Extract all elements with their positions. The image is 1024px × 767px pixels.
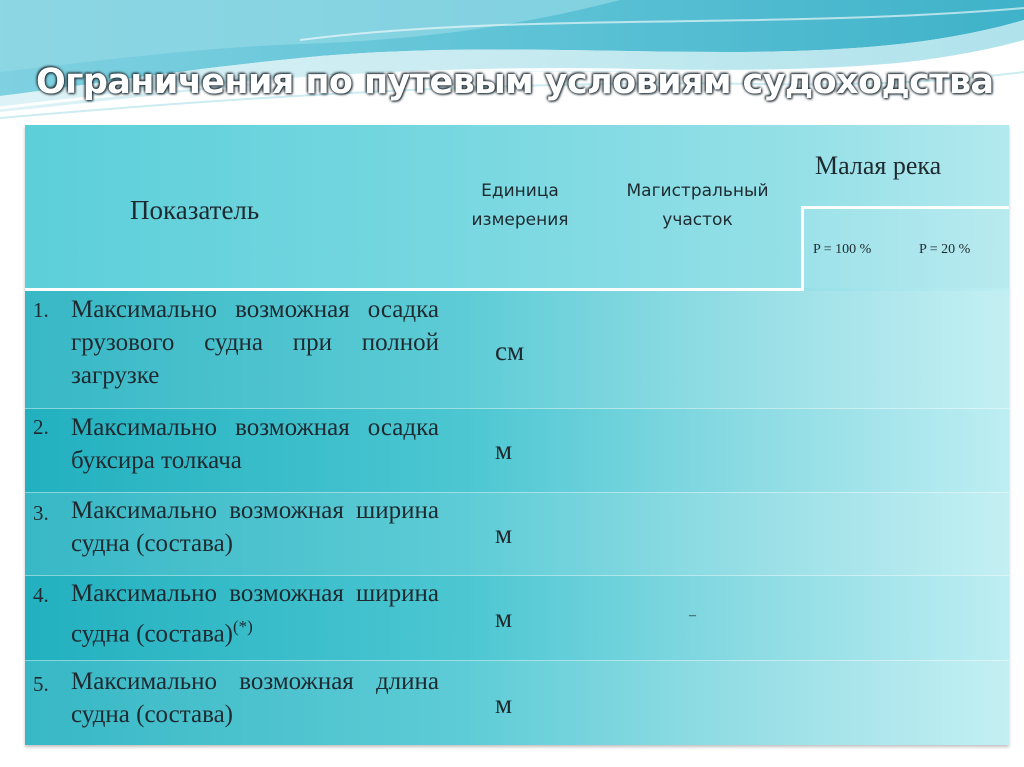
- row-indicator-text: Максимально возможная осадка буксира толкача: [71, 414, 439, 474]
- slide-title: Ограничения по путевым условиям судоходства: [36, 62, 994, 102]
- row-number: 1.: [33, 298, 49, 322]
- header-small-river-divider: [801, 206, 1009, 209]
- row-unit: м: [495, 689, 513, 719]
- footnote-mark: (*): [233, 617, 253, 636]
- header-unit: Единица измерения: [471, 181, 569, 230]
- row-indicator-text: Максимально возможная длина судна (состава): [71, 668, 439, 728]
- row-indicator: [71, 665, 439, 731]
- header-main-section: Магистральный участок: [626, 181, 769, 230]
- row-indicator: [71, 293, 439, 392]
- restrictions-table: [25, 125, 1009, 745]
- header-small-river: Малая река: [815, 151, 942, 180]
- row-unit: м: [495, 519, 513, 549]
- header-p100: P = 100 %: [813, 242, 872, 257]
- row-indicator: [71, 411, 439, 477]
- row-unit: см: [495, 336, 525, 366]
- header-p20: P = 20 %: [919, 242, 971, 257]
- row-unit: м: [495, 435, 513, 465]
- row-number: 3.: [33, 501, 49, 525]
- row-indicator-text: Максимально возможная ширина судна (состава): [71, 580, 439, 648]
- row-indicator: [71, 577, 439, 650]
- header-indicator: Показатель: [130, 195, 260, 225]
- table-header: [25, 125, 1009, 291]
- row-number: 5.: [33, 672, 49, 696]
- row-number: 2.: [33, 415, 49, 439]
- row-indicator-text: Максимально возможная ширина судна (состава): [71, 497, 439, 557]
- row-number: 4.: [33, 583, 49, 607]
- main-section-dash: –: [689, 608, 696, 623]
- row-indicator: [71, 494, 439, 560]
- row-unit: м: [495, 603, 513, 633]
- row-indicator-text: Максимально возможная осадка грузового судна при полной загрузке: [71, 296, 439, 389]
- header-vertical-divider: [801, 207, 804, 291]
